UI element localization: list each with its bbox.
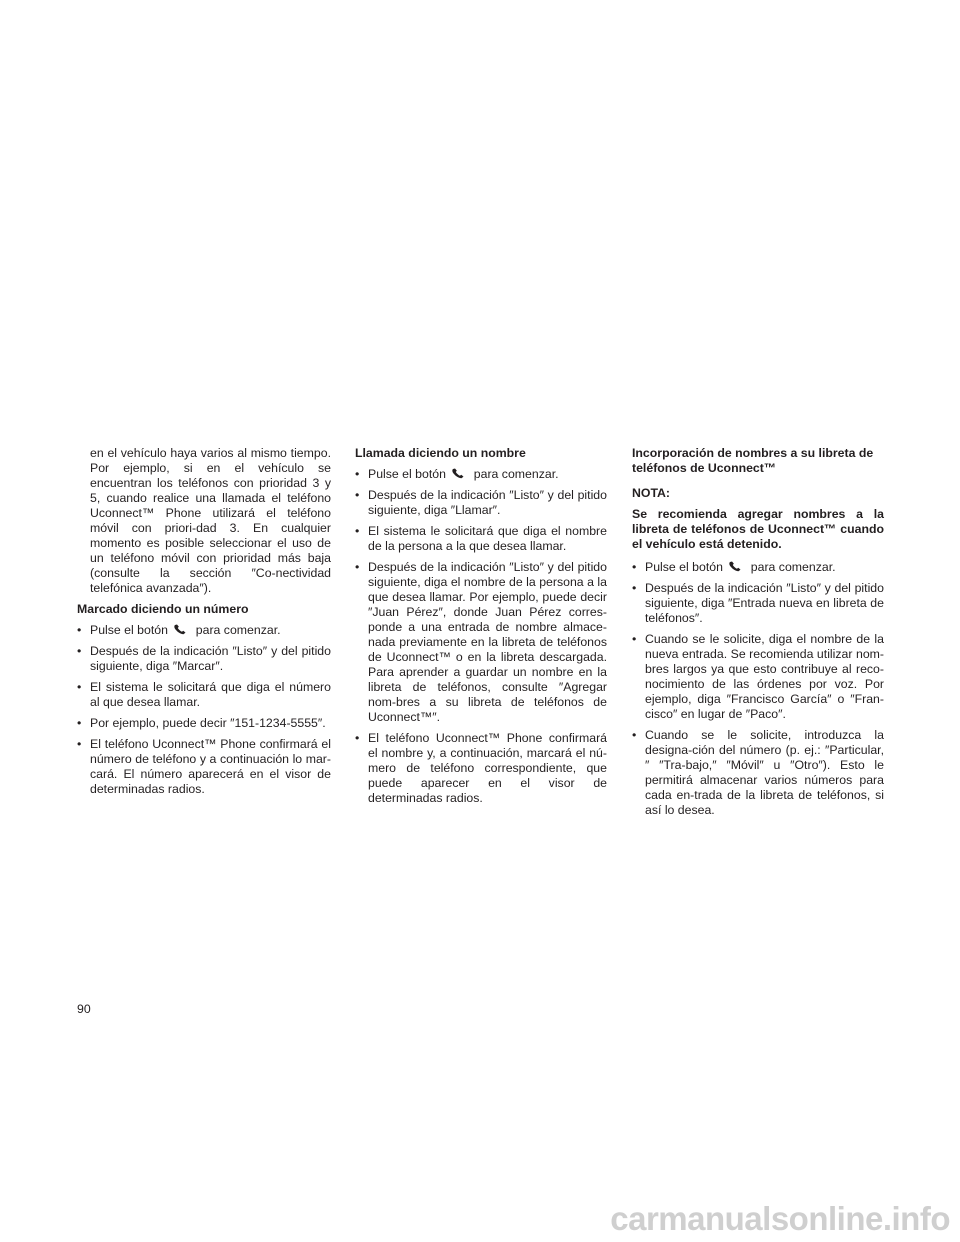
note-text: Se recomienda agregar nombres a la libreta de teléfonos de Uconnect™ cuando el vehículo está detenido. (632, 507, 884, 551)
list-item (632, 581, 884, 626)
list-item (355, 488, 607, 518)
bullet-marker: • (355, 731, 360, 745)
bullet-marker: • (632, 581, 637, 595)
bullet-marker: • (355, 467, 360, 481)
bullet-list-call-by-name (355, 467, 607, 806)
column-left (77, 446, 331, 803)
list-item (632, 632, 884, 722)
list-item (355, 524, 607, 554)
bullet-marker: • (355, 488, 360, 502)
bullet-list-dial-number (77, 623, 331, 797)
column-middle (355, 446, 607, 812)
bullet-marker: • (77, 680, 82, 694)
list-item-text: Después de la indicación ″Listo″ y del pitido siguiente, diga ″Marcar″. (90, 644, 331, 673)
column-right (632, 446, 884, 824)
list-item-text: Pulse el botón (645, 560, 723, 574)
list-item (632, 728, 884, 818)
phone-icon (173, 624, 190, 635)
list-item (355, 731, 607, 806)
bullet-marker: • (77, 737, 82, 751)
bullet-marker: • (77, 623, 82, 637)
intro-paragraph: en el vehículo haya varios al mismo tiempo. Por ejemplo, si en el vehículo se encuentran los teléfonos con prioridad 3 y 5, cuando realice una llamada el teléfono Uconnect™ Phone utilizará el teléfono móvil con priori-dad 3. En cualquier momento es posible seleccionar el uso de un teléfono móvil con prioridad más baja (consulte la sección ″Co-nectividad telefónica avanzada″). (90, 446, 331, 595)
list-item-text: Por ejemplo, puede decir ″151-1234-5555″. (90, 716, 326, 730)
list-item-text: El teléfono Uconnect™ Phone confirmará el nombre y, a continuación, marcará el nú-mero de teléfono correspondiente, que puede aparecer en el visor de determinadas radios. (368, 731, 607, 805)
list-item-text: Después de la indicación ″Listo″ y del pitido siguiente, diga el nombre de la persona a la que desea llamar. Por ejemplo, puede decir ″Juan Pérez″, donde Juan Pérez corres-ponde a una entrada de nombre almace-nada previamente en la libreta de teléfonos de Uconnect™ o en la libreta descargada. Para aprender a guardar un nombre en la libreta de teléfonos, consulte ″Agregar nom-bres a su libreta de teléfonos de Uconnect™″. (368, 560, 607, 724)
list-item-text: Después de la indicación ″Listo″ y del pitido siguiente, diga ″Entrada nueva en libreta de teléfonos″. (645, 581, 884, 625)
list-item-text: para comenzar. (195, 623, 281, 637)
list-item (77, 737, 331, 797)
watermark[interactable]: carmanualsonline.info (610, 1200, 950, 1237)
section-heading-add-names: Incorporación de nombres a su libreta de teléfonos de Uconnect™ (632, 446, 874, 475)
bullet-marker: • (77, 644, 82, 658)
list-item-text: para comenzar. (750, 560, 836, 574)
list-item (77, 644, 331, 674)
bullet-marker: • (632, 728, 637, 742)
bullet-list-add-names (632, 560, 884, 818)
section-heading-call-by-name: Llamada diciendo un nombre (355, 446, 526, 460)
list-item (632, 560, 884, 575)
list-item-text: El teléfono Uconnect™ Phone confirmará el número de teléfono y a continuación lo mar-cará. El número aparecerá en el visor de determinadas radios. (90, 737, 331, 796)
list-item-text: El sistema le solicitará que diga el nombre de la persona a la que desea llamar. (368, 524, 607, 553)
bullet-marker: • (355, 560, 360, 574)
bullet-marker: • (632, 560, 637, 574)
list-item (355, 560, 607, 725)
section-heading-dial-number: Marcado diciendo un número (77, 602, 249, 616)
list-item-text: Pulse el botón (90, 623, 168, 637)
list-item-text: Cuando se le solicite, introduzca la designa-ción del número (p. ej.: ″Particular,″ ″Tra-bajo,″ ″Móvil″ u ″Otro″). Esto le permitirá almacenar varios números para cada en-trada de la libreta de teléfonos, si así lo desea. (645, 728, 884, 817)
page-number: 90 (77, 1002, 91, 1016)
phone-icon (451, 468, 468, 479)
bullet-marker: • (77, 716, 82, 730)
list-item (77, 623, 331, 638)
list-item-text: Después de la indicación ″Listo″ y del pitido siguiente, diga ″Llamar″. (368, 488, 607, 517)
phone-icon (728, 561, 745, 572)
list-item (77, 716, 331, 731)
note-label: NOTA: (632, 486, 671, 500)
bullet-marker: • (355, 524, 360, 538)
list-item (355, 467, 607, 482)
list-item (77, 680, 331, 710)
list-item-text: para comenzar. (473, 467, 559, 481)
list-item-text: El sistema le solicitará que diga el número al que desea llamar. (90, 680, 331, 709)
list-item-text: Cuando se le solicite, diga el nombre de la nueva entrada. Se recomienda utilizar nom-bres largos ya que esto contribuye al reco-nocimiento de las órdenes por voz. Por ejemplo, diga ″Francisco García″ o ″Fran-cisco″ en lugar de ″Paco″. (645, 632, 884, 721)
list-item-text: Pulse el botón (368, 467, 446, 481)
bullet-marker: • (632, 632, 637, 646)
